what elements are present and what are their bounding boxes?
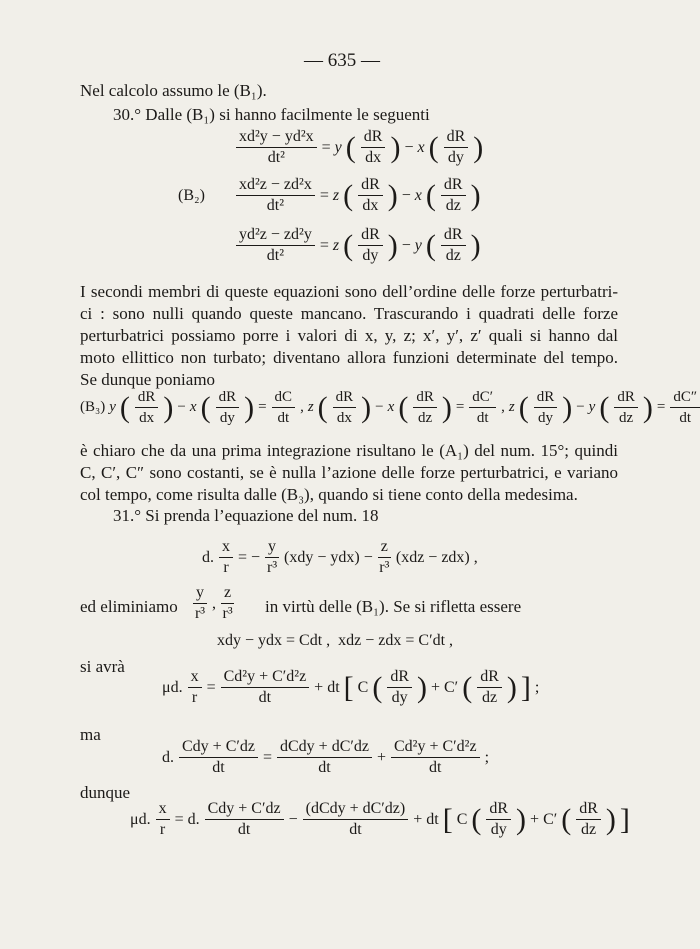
denominator: dz bbox=[417, 410, 433, 426]
equation-dunque bbox=[128, 800, 632, 839]
math-term: d. bbox=[162, 748, 174, 766]
numerator: Cdy + C′dz bbox=[205, 800, 284, 820]
fraction bbox=[274, 738, 375, 777]
denominator: r³ bbox=[194, 605, 206, 622]
fraction bbox=[388, 738, 483, 777]
math-term: y bbox=[334, 138, 342, 156]
text-line: ed eliminiamo bbox=[80, 597, 178, 616]
numerator: dR bbox=[333, 388, 357, 408]
denominator: dz bbox=[581, 821, 597, 838]
equation-ma bbox=[160, 738, 491, 777]
bracket: ( bbox=[462, 670, 473, 704]
bracket: ) bbox=[506, 670, 517, 704]
bracket: ) bbox=[516, 802, 527, 836]
text-line: col tempo, come risulta dalle (B₃), quando si tiene conto della medesima. bbox=[80, 485, 578, 504]
numerator: dC bbox=[272, 388, 296, 408]
fraction bbox=[233, 176, 318, 215]
denominator: dt bbox=[258, 689, 272, 706]
denominator: r³ bbox=[222, 605, 233, 622]
fraction bbox=[355, 176, 386, 215]
numerator: x bbox=[156, 800, 170, 820]
numerator: Cdy + C′dz bbox=[179, 738, 258, 758]
bracket: ( bbox=[200, 390, 211, 424]
fraction bbox=[233, 128, 320, 167]
math-term: x bbox=[417, 138, 425, 156]
numerator: xd²z − zd²x bbox=[236, 176, 315, 196]
denominator: dy bbox=[391, 689, 408, 706]
bracket: ) bbox=[244, 390, 255, 424]
bracket: ) bbox=[605, 802, 616, 836]
bracket: ) bbox=[387, 178, 398, 212]
fraction bbox=[262, 538, 282, 577]
bracket: ( bbox=[471, 802, 482, 836]
numerator: yd²z − zd²y bbox=[236, 226, 315, 246]
bracket: [ bbox=[442, 802, 453, 836]
text-line: 30.° Dalle (B₁) si hanno facilmente le seguenti bbox=[113, 105, 430, 124]
bracket: [ bbox=[343, 670, 354, 704]
paragraph-1 bbox=[80, 281, 618, 391]
denominator: dt bbox=[349, 821, 362, 838]
denominator: dt bbox=[476, 410, 489, 426]
math-term: + bbox=[376, 748, 386, 766]
text-line: Se dunque poniamo bbox=[80, 370, 216, 389]
numerator: dR bbox=[534, 388, 558, 408]
equation-18 bbox=[200, 538, 480, 577]
math-term: , bbox=[501, 399, 505, 415]
denominator: dt bbox=[237, 821, 251, 838]
math-term: (xdy − ydx) − bbox=[284, 548, 373, 566]
math-term: y bbox=[588, 399, 596, 415]
numerator: dR bbox=[413, 388, 437, 408]
denominator: r³ bbox=[266, 559, 278, 576]
fraction bbox=[441, 128, 472, 167]
text-line: è chiaro che da una prima integrazione risultano le (A₁) del num. 15°; quindi bbox=[80, 441, 618, 460]
math-term: + dt bbox=[413, 810, 439, 828]
denominator: dy bbox=[362, 247, 379, 264]
bracket: ( bbox=[343, 228, 354, 262]
numerator: x bbox=[219, 538, 233, 558]
math-term: ; bbox=[484, 748, 490, 766]
fraction bbox=[410, 388, 440, 427]
text-line: perturbatrici possiamo porre i valori di x, y, z; x′, y′, z′ quali si hanno dal bbox=[80, 326, 618, 345]
math-term: z bbox=[332, 186, 340, 204]
numerator: dR bbox=[486, 800, 511, 820]
denominator: r³ bbox=[379, 559, 390, 576]
denominator: dt² bbox=[266, 247, 285, 264]
fraction bbox=[466, 388, 499, 427]
denominator: dy bbox=[219, 410, 235, 426]
math-term: ; bbox=[534, 678, 540, 696]
fraction bbox=[330, 388, 360, 427]
page-number: — 635 — bbox=[304, 50, 380, 71]
bracket: ) bbox=[163, 390, 174, 424]
math-term: + dt bbox=[314, 678, 340, 696]
paragraph-2 bbox=[80, 440, 618, 506]
equation-b3 bbox=[78, 388, 700, 427]
bracket: ) bbox=[642, 390, 653, 424]
math-term: − bbox=[177, 399, 186, 415]
fraction bbox=[202, 800, 287, 839]
math-term: , bbox=[212, 594, 216, 612]
math-term: C bbox=[456, 810, 468, 828]
denominator: dt bbox=[679, 410, 692, 426]
bracket: ( bbox=[317, 390, 328, 424]
math-term: (xdz − zdx) , bbox=[395, 548, 478, 566]
numerator: dR bbox=[441, 176, 466, 196]
numerator: dR bbox=[387, 668, 412, 688]
numerator: xd²y − yd²x bbox=[236, 128, 317, 148]
math-term: = d. bbox=[174, 810, 200, 828]
numerator: dCdy + dC′dz bbox=[277, 738, 372, 758]
math-term: xdy − ydx = Cdt , bbox=[217, 632, 331, 649]
math-term: + C′ bbox=[530, 810, 558, 828]
math-term: = bbox=[262, 748, 272, 766]
math-term: μd. bbox=[162, 678, 183, 696]
numerator: dC″ bbox=[670, 388, 700, 408]
math-term: z bbox=[332, 236, 340, 254]
text-line: moto ellittico non turbato; diventano allora funzioni determinate del tempo. bbox=[80, 348, 618, 367]
fraction bbox=[667, 388, 700, 427]
math-term: − bbox=[401, 236, 411, 254]
math-term: = bbox=[656, 399, 666, 415]
denominator: dz bbox=[619, 410, 634, 426]
bracket: ( bbox=[398, 390, 409, 424]
fraction bbox=[384, 668, 415, 707]
denominator: dt bbox=[277, 410, 290, 426]
denominator: dt² bbox=[267, 149, 285, 166]
math-term: = bbox=[455, 399, 465, 415]
numerator: dR bbox=[361, 128, 386, 148]
numerator: dR bbox=[216, 388, 240, 408]
denominator: dy bbox=[537, 410, 553, 426]
bracket: ( bbox=[425, 228, 436, 262]
fraction bbox=[213, 388, 243, 427]
bracket: ) bbox=[470, 178, 481, 212]
equation-1 bbox=[233, 128, 485, 167]
math-term: x bbox=[387, 399, 395, 415]
bracket: ( bbox=[345, 130, 356, 164]
math-term: (B₃) bbox=[80, 399, 106, 415]
equation-si-avra bbox=[160, 668, 541, 707]
bracket: ) bbox=[473, 130, 484, 164]
bracket: ] bbox=[619, 802, 630, 836]
numerator: dR bbox=[444, 128, 469, 148]
denominator: r bbox=[159, 821, 166, 838]
denominator: dz bbox=[445, 247, 461, 264]
fraction bbox=[358, 128, 389, 167]
bracket: ( bbox=[599, 390, 610, 424]
fraction bbox=[375, 538, 394, 577]
bracket: ( bbox=[561, 802, 572, 836]
equation-3 bbox=[233, 226, 483, 265]
text-line: I secondi membri di queste equazioni sono dell’ordine delle forze perturbatri- bbox=[80, 282, 618, 301]
denominator: dy bbox=[490, 821, 507, 838]
denominator: r bbox=[191, 689, 198, 706]
math-term: = − bbox=[238, 548, 261, 566]
math-term: − bbox=[375, 399, 384, 415]
numerator: y bbox=[265, 538, 279, 558]
text-line: ma bbox=[80, 725, 101, 744]
math-term: x bbox=[414, 186, 422, 204]
fraction bbox=[438, 176, 469, 215]
denominator: dx bbox=[362, 197, 379, 214]
text-line: dunque bbox=[80, 783, 131, 802]
denominator: dt bbox=[318, 759, 331, 776]
text-line: Nel calcolo assumo le (B₁). bbox=[80, 81, 267, 100]
numerator: dC′ bbox=[469, 388, 496, 408]
numerator: dR bbox=[358, 176, 383, 196]
numerator: dR bbox=[358, 226, 383, 246]
bracket: ) bbox=[361, 390, 372, 424]
equation-2 bbox=[233, 176, 483, 215]
math-term: − bbox=[404, 138, 414, 156]
fraction bbox=[438, 226, 469, 265]
bracket: ) bbox=[470, 228, 481, 262]
fraction bbox=[218, 584, 237, 623]
denominator: dz bbox=[445, 197, 461, 214]
math-term: z bbox=[508, 399, 515, 415]
bracket: ( bbox=[119, 390, 130, 424]
math-term: − bbox=[401, 186, 411, 204]
fraction bbox=[233, 226, 318, 265]
bracket: ( bbox=[428, 130, 439, 164]
math-term: + C′ bbox=[430, 678, 459, 696]
bracket: ( bbox=[425, 178, 436, 212]
fraction bbox=[185, 668, 205, 707]
denominator: r bbox=[223, 559, 229, 576]
fraction bbox=[218, 668, 313, 707]
math-term: − bbox=[288, 810, 298, 828]
math-term: z bbox=[307, 399, 314, 415]
fraction bbox=[483, 800, 514, 839]
numerator: dR bbox=[614, 388, 638, 408]
numerator: (dCdy + dC′dz) bbox=[303, 800, 409, 820]
fraction bbox=[176, 738, 261, 777]
denominator: dt² bbox=[266, 197, 285, 214]
bracket: ) bbox=[390, 130, 401, 164]
fraction bbox=[132, 388, 162, 427]
equation-cdt bbox=[215, 632, 455, 650]
fraction bbox=[269, 388, 299, 427]
numerator: dR bbox=[477, 668, 502, 688]
denominator: dx bbox=[139, 410, 155, 426]
math-term: d. bbox=[202, 548, 214, 566]
text-line: C, C′, C″ sono costanti, se è nulla l’azione delle forze perturbatrici, e variano bbox=[80, 463, 618, 482]
fraction bbox=[611, 388, 641, 427]
numerator: x bbox=[188, 668, 202, 688]
denominator: dy bbox=[447, 149, 464, 166]
bracket: ( bbox=[343, 178, 354, 212]
bracket: ) bbox=[387, 228, 398, 262]
fraction bbox=[474, 668, 505, 707]
numerator: dR bbox=[441, 226, 466, 246]
math-term: y bbox=[414, 236, 422, 254]
fraction bbox=[153, 800, 173, 839]
math-term: x bbox=[189, 399, 197, 415]
numerator: Cd²y + C′d²z bbox=[221, 668, 310, 688]
bracket: ) bbox=[441, 390, 452, 424]
math-term: = bbox=[319, 186, 329, 204]
numerator: dR bbox=[135, 388, 159, 408]
text-line: in virtù delle (B₁). Se si rifletta essere bbox=[265, 597, 522, 616]
numerator: z bbox=[221, 584, 234, 604]
denominator: dx bbox=[365, 149, 382, 166]
equation-elim bbox=[190, 584, 237, 623]
math-term: = bbox=[321, 138, 331, 156]
math-term: , bbox=[300, 399, 304, 415]
denominator: dt bbox=[429, 759, 442, 776]
denominator: dx bbox=[336, 410, 352, 426]
bracket: ] bbox=[520, 670, 531, 704]
numerator: z bbox=[378, 538, 391, 558]
denominator: dz bbox=[481, 689, 498, 706]
text-line: ci : sono nulli quando queste mancano. Trascurando i quadrati delle forze bbox=[80, 304, 618, 323]
math-term: C bbox=[357, 678, 369, 696]
fraction bbox=[531, 388, 561, 427]
text-line: 31.° Si prenda l’equazione del num. 18 bbox=[113, 506, 379, 525]
math-term: = bbox=[206, 678, 216, 696]
bracket: ( bbox=[372, 670, 383, 704]
numerator: y bbox=[193, 584, 207, 604]
math-term: μd. bbox=[130, 810, 151, 828]
fraction bbox=[573, 800, 604, 839]
math-term: = bbox=[258, 399, 267, 415]
fraction bbox=[216, 538, 236, 577]
math-term: = bbox=[319, 236, 329, 254]
bracket: ) bbox=[562, 390, 573, 424]
math-term: y bbox=[109, 399, 116, 415]
bracket: ( bbox=[518, 390, 529, 424]
text-line: si avrà bbox=[80, 657, 125, 676]
fraction bbox=[190, 584, 210, 623]
denominator: dt bbox=[212, 759, 225, 776]
numerator: Cd²y + C′d²z bbox=[391, 738, 480, 758]
math-term: xdz − zdx = C′dt , bbox=[338, 632, 454, 649]
fraction bbox=[300, 800, 412, 839]
math-term: − bbox=[576, 399, 585, 415]
numerator: dR bbox=[576, 800, 601, 820]
fraction bbox=[355, 226, 386, 265]
bracket: ) bbox=[416, 670, 427, 704]
equation-label-b2: (B₂) bbox=[178, 187, 205, 204]
